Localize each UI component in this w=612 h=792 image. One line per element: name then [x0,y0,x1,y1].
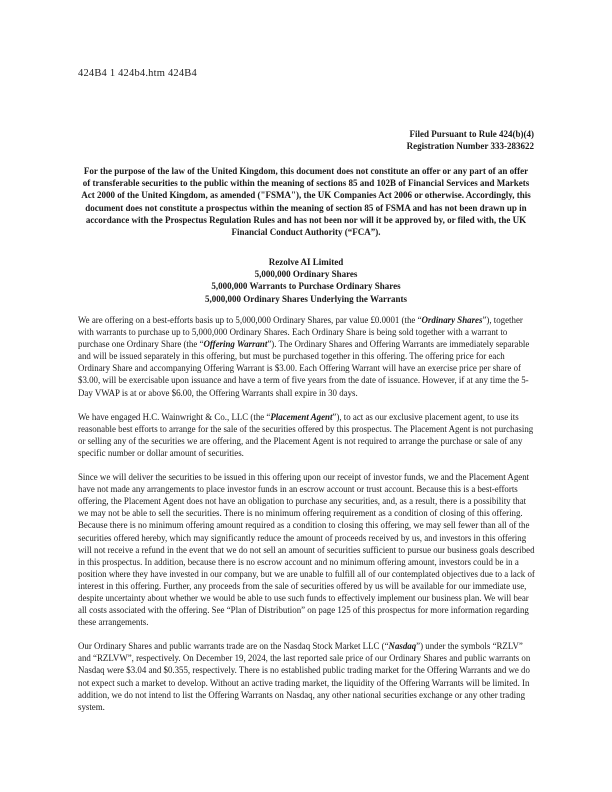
registration-number: Registration Number 333-283622 [406,141,534,151]
company-name: Rezolve AI Limited [268,257,344,267]
offering-summary [80,256,532,305]
filing-rule: Filed Pursuant to Rule 424(b)(4) [409,129,534,139]
defined-term-nasdaq: Nasdaq [388,641,417,652]
defined-term-ordinary-shares: Ordinary Shares [421,315,483,325]
text-segment: ”). The Ordinary Shares and Offering Warrants are immediately separable and will be issued separately in this offering, but must be purchased together in this offering. The offering price for each Ordinary Share and accompanying Offering Warrant is $3.00. Each Offering Warrant will have an exercise price per share of $3.00, will be exercisable upon issuance and have a term of five years from the date of issuance. However, if at any time the 5-Day VWAP is at or above $6.00, the Offering Warrants shall expire in 30 days. [78,339,530,398]
text-segment: We have engaged H.C. Wainwright & Co., LLC (the “ [78,411,271,422]
file-header: 424B4 1 424b4.htm 424B4 [78,68,197,79]
uk-disclaimer: For the purpose of the law of the United Kingdom, this document does not constitute an offer or any part of an offer of transferable securities to the public within the meaning of sections 85 and 102B of Financial Services and Markets Act 2000 of the United Kingdom, as amended ("FSMA"), the UK Companies Act 2006 or otherwise. Accordingly, this document does not constitute a prospectus within the meaning of section 85 of FSMA and has not been drawn up in accordance with the Prospectus Regulation Rules and has not been nor will it be approved by, or filed with, the UK Financial Conduct Authority (“FCA”). [81,166,531,238]
offering-line-warrants: 5,000,000 Warrants to Purchase Ordinary Shares [211,281,401,292]
offering-line-shares: 5,000,000 Ordinary Shares [254,269,358,280]
text-segment: ”), to act as our exclusive placement agent, to use its reasonable best efforts to arrange for the sale of the securities offered by this prospectus. The Placement Agent is not purchasing or selling any of the securities we are offering, and the Placement Agent is not required to arrange the purchase or sale of any specific number or dollar amount of securities. [78,411,534,458]
text-segment: Our Ordinary Shares and public warrants trade are on the Nasdaq Stock Market LLC (“ [78,641,389,652]
text-segment: ”) under the symbols “RZLV” and “RZLVW”, respectively. On December 19, 2024, the last reported sale price of our Ordinary Shares and public warrants on Nasdaq were $3.04 and $0.355, respectively. There is no established public trading market for the Offering Warrants and we do not expect such a market to develop. Without an active trading market, the liquidity of the Offering Warrants will be limited. In addition, we do not intend to list the Offering Warrants on Nasdaq, any other national securities exchange or any other trading system. [78,641,531,712]
filing-block [407,128,534,152]
paragraph-offering-terms [78,314,535,399]
text-segment: ”), together with warrants to purchase up to 5,000,000 Ordinary Shares. Each Ordinary Share is being sold together with a warrant to purchase one Ordinary Share (the “ [78,315,523,350]
paragraph-placement-agent [78,411,535,459]
paragraph-nasdaq [78,640,535,713]
text-segment: We are offering on a best-efforts basis up to 5,000,000 Ordinary Shares, par value £0.0001 (the “ [78,315,422,325]
offering-line-underlying: 5,000,000 Ordinary Shares Underlying the Warrants [205,293,407,304]
defined-term-offering-warrant: Offering Warrant [203,339,268,350]
defined-term-placement-agent: Placement Agent [270,411,333,422]
prospectus-body [78,314,535,725]
paragraph-escrow: Since we will deliver the securities to be issued in this offering upon our receipt of investor funds, we and the Placement Agent have not made any arrangements to place investor funds in an escrow account or trust account. Because this is a best-efforts offering, the Placement Agent does not have an obligation to purchase any securities, and, as a result, there is a possibility that we may not be able to sell the securities. There is no minimum offering requirement as a condition of closing of this offering. Because there is no minimum offering amount required as a condition to closing this offering, we may sell fewer than all of the securities offered hereby, which may significantly reduce the amount of proceeds received by us, and investors in this offering will not receive a refund in the event that we do not sell an amount of securities sufficient to pursue our business goals described in this prospectus. In addition, because there is no escrow account and no minimum offering amount, investors could be in a position where they have invested in our company, but we are unable to fulfill all of our contemplated objectives due to a lack of interest in this offering. Further, any proceeds from the sale of securities offered by us will be available for our immediate use, despite uncertainty about whether we would be able to use such funds to effectively implement our business plan. We will bear all costs associated with the offering. See “Plan of Distribution” on page 125 of this prospectus for more information regarding these arrangements. [78,472,535,628]
